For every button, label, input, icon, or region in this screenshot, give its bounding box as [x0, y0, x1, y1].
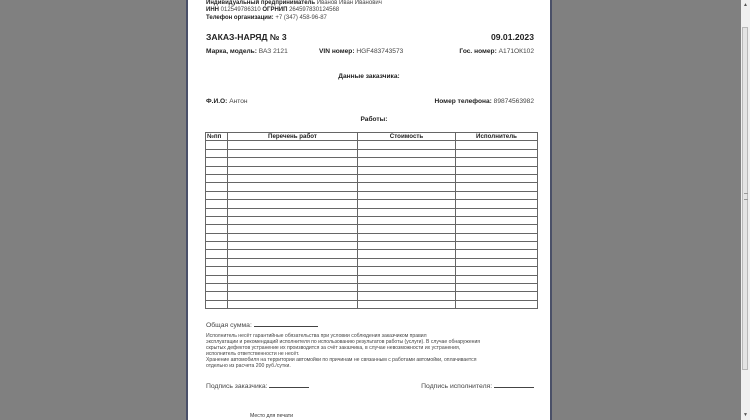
grip-icon — [744, 193, 748, 200]
cell-number[interactable] — [206, 242, 228, 250]
cell-executor[interactable] — [456, 250, 538, 258]
legal-line: Хранение автомобиля на территории автомойки по причинам не связанным с работами автомойки, оплачивается — [206, 357, 477, 363]
cell-work[interactable] — [228, 300, 358, 308]
table-row — [206, 174, 538, 182]
cell-cost[interactable] — [358, 292, 456, 300]
cell-work[interactable] — [228, 174, 358, 182]
legal-text — [206, 333, 480, 369]
cell-work[interactable] — [228, 208, 358, 216]
cell-work[interactable] — [228, 267, 358, 275]
cell-work[interactable] — [228, 258, 358, 266]
table-row — [206, 242, 538, 250]
works-section-title: Работы: — [360, 116, 388, 123]
cell-cost[interactable] — [358, 174, 456, 182]
executor-signature-label: Подпись исполнителя: — [421, 383, 493, 390]
works-table-body — [206, 141, 538, 309]
cell-work[interactable] — [228, 166, 358, 174]
table-row — [206, 225, 538, 233]
table-row — [206, 183, 538, 191]
cell-work[interactable] — [228, 284, 358, 292]
table-row — [206, 258, 538, 266]
cell-executor[interactable] — [456, 208, 538, 216]
cell-executor[interactable] — [456, 191, 538, 199]
cell-executor[interactable] — [456, 174, 538, 182]
cell-executor[interactable] — [456, 284, 538, 292]
total-value-line[interactable] — [254, 320, 318, 327]
cell-number[interactable] — [206, 250, 228, 258]
customer-name-value: Антон — [229, 98, 248, 105]
table-row — [206, 292, 538, 300]
cell-executor[interactable] — [456, 242, 538, 250]
cell-executor[interactable] — [456, 292, 538, 300]
cell-work[interactable] — [228, 233, 358, 241]
total-label: Общая сумма: — [206, 322, 252, 329]
table-row — [206, 233, 538, 241]
vehicle-plate — [459, 48, 534, 55]
ogrnip-value: 264597830124568 — [289, 7, 340, 13]
org-ip-line — [206, 0, 382, 7]
cell-number[interactable] — [206, 141, 228, 149]
customer-signature — [206, 381, 309, 390]
cell-cost[interactable] — [358, 258, 456, 266]
cell-number[interactable] — [206, 284, 228, 292]
cell-cost[interactable] — [358, 200, 456, 208]
cell-cost[interactable] — [358, 275, 456, 283]
legal-line: отдельно из расчета 200 руб./сутки. — [206, 363, 291, 369]
cell-cost[interactable] — [358, 250, 456, 258]
table-row — [206, 166, 538, 174]
cell-executor[interactable] — [456, 225, 538, 233]
executor-signature-line[interactable] — [494, 381, 534, 388]
cell-number[interactable] — [206, 208, 228, 216]
customer-phone-value: 89874563982 — [493, 98, 534, 105]
table-row — [206, 200, 538, 208]
table-row — [206, 275, 538, 283]
org-ip-value: Иванов Иван Иванович — [316, 0, 382, 6]
cell-cost[interactable] — [358, 267, 456, 275]
cell-cost[interactable] — [358, 242, 456, 250]
cell-cost[interactable] — [358, 191, 456, 199]
cell-executor[interactable] — [456, 216, 538, 224]
cell-executor[interactable] — [456, 158, 538, 166]
legal-line: исполнитель ответственности не несёт. — [206, 351, 300, 357]
customer-signature-label: Подпись заказчика: — [206, 383, 268, 390]
col-cost-header: Стоимость — [358, 133, 456, 141]
inn-label: ИНН — [206, 7, 219, 13]
order-date: 09.01.2023 — [490, 32, 534, 42]
vin-label: VIN номер: — [319, 48, 355, 55]
cell-executor[interactable] — [456, 300, 538, 308]
cell-number[interactable] — [206, 233, 228, 241]
cell-executor[interactable] — [456, 267, 538, 275]
cell-executor[interactable] — [456, 166, 538, 174]
cell-executor[interactable] — [456, 141, 538, 149]
vehicle-model — [206, 48, 288, 55]
cell-cost[interactable] — [358, 183, 456, 191]
cell-work[interactable] — [228, 183, 358, 191]
cell-work[interactable] — [228, 250, 358, 258]
executor-signature — [421, 381, 534, 390]
vehicle-vin — [319, 48, 403, 55]
works-table — [205, 132, 538, 309]
scroll-up-icon[interactable]: ▲ — [743, 2, 748, 8]
cell-cost[interactable] — [358, 233, 456, 241]
table-row — [206, 208, 538, 216]
table-row — [206, 267, 538, 275]
cell-cost[interactable] — [358, 300, 456, 308]
vertical-scrollbar[interactable] — [741, 0, 750, 420]
table-row — [206, 300, 538, 308]
cell-work[interactable] — [228, 275, 358, 283]
cell-work[interactable] — [228, 149, 358, 157]
works-table-header — [206, 133, 538, 141]
col-number-header: №пп — [206, 133, 228, 141]
scrollbar-thumb[interactable] — [742, 27, 748, 370]
cell-number[interactable] — [206, 149, 228, 157]
cell-number[interactable] — [206, 275, 228, 283]
legal-line: эксплуатации и рекомендаций исполнителя по использованию результатов работы (услуги). В случае обнаружения — [206, 339, 481, 345]
table-row — [206, 250, 538, 258]
model-label: Марка, модель: — [206, 48, 257, 55]
cell-cost[interactable] — [358, 149, 456, 157]
customer-phone-label: Номер телефона: — [434, 98, 492, 105]
org-phone-line — [206, 15, 327, 22]
cell-number[interactable] — [206, 258, 228, 266]
org-phone-label: Телефон организации: — [206, 15, 274, 21]
org-phone-value: +7 (347) 458-96-87 — [275, 15, 327, 21]
cell-work[interactable] — [228, 141, 358, 149]
col-executor-header: Исполнитель — [456, 133, 538, 141]
cell-cost[interactable] — [358, 166, 456, 174]
cell-work[interactable] — [228, 242, 358, 250]
cell-work[interactable] — [228, 191, 358, 199]
stamp-place: Место для печати — [250, 413, 294, 419]
legal-line: скрытых дефектов устранение их производится за счёт заказчика, в случае невозможности их устранения, — [206, 345, 461, 351]
cell-number[interactable] — [206, 216, 228, 224]
cell-executor[interactable] — [456, 149, 538, 157]
customer-name — [206, 98, 248, 105]
customer-section-title: Данные заказчика: — [338, 73, 400, 80]
model-value: ВАЗ 2121 — [258, 48, 288, 55]
cell-number[interactable] — [206, 158, 228, 166]
cell-executor[interactable] — [456, 200, 538, 208]
cell-cost[interactable] — [358, 225, 456, 233]
cell-number[interactable] — [206, 225, 228, 233]
vin-value: HGF483743573 — [356, 48, 404, 55]
cell-work[interactable] — [228, 292, 358, 300]
table-row — [206, 141, 538, 149]
plate-value: А171ОК102 — [498, 48, 534, 55]
cell-executor[interactable] — [456, 183, 538, 191]
cell-executor[interactable] — [456, 258, 538, 266]
document-page — [186, 0, 552, 420]
scroll-down-icon[interactable]: ▼ — [743, 412, 748, 418]
cell-number[interactable] — [206, 300, 228, 308]
table-row — [206, 191, 538, 199]
cell-work[interactable] — [228, 158, 358, 166]
order-title: ЗАКАЗ-НАРЯД № 3 — [206, 32, 287, 42]
cell-cost[interactable] — [358, 216, 456, 224]
customer-signature-line[interactable] — [269, 381, 309, 388]
table-row — [206, 216, 538, 224]
customer-name-label: Ф.И.О: — [206, 98, 228, 105]
cell-work[interactable] — [228, 225, 358, 233]
table-row — [206, 149, 538, 157]
customer-phone — [434, 98, 534, 105]
cell-cost[interactable] — [358, 158, 456, 166]
cell-number[interactable] — [206, 191, 228, 199]
cell-number[interactable] — [206, 200, 228, 208]
legal-line: Исполнитель несёт гарантийные обязательства при условии соблюдения заказчиком правил — [206, 333, 427, 339]
table-row — [206, 284, 538, 292]
cell-number[interactable] — [206, 174, 228, 182]
cell-cost[interactable] — [358, 284, 456, 292]
cell-work[interactable] — [228, 216, 358, 224]
org-inn-line — [206, 7, 339, 14]
cell-cost[interactable] — [358, 208, 456, 216]
cell-number[interactable] — [206, 166, 228, 174]
ogrnip-label: ОГРНИП — [262, 7, 288, 13]
org-ip-label: Индивидуальный предприниматель — [206, 0, 316, 6]
cell-executor[interactable] — [456, 233, 538, 241]
table-row — [206, 158, 538, 166]
total-sum — [206, 320, 318, 329]
cell-work[interactable] — [228, 200, 358, 208]
cell-number[interactable] — [206, 267, 228, 275]
col-works-header: Перечень работ — [228, 133, 358, 141]
inn-value: 012549786310 — [220, 7, 261, 13]
plate-label: Гос. номер: — [459, 48, 497, 55]
cell-cost[interactable] — [358, 141, 456, 149]
cell-number[interactable] — [206, 292, 228, 300]
cell-executor[interactable] — [456, 275, 538, 283]
cell-number[interactable] — [206, 183, 228, 191]
